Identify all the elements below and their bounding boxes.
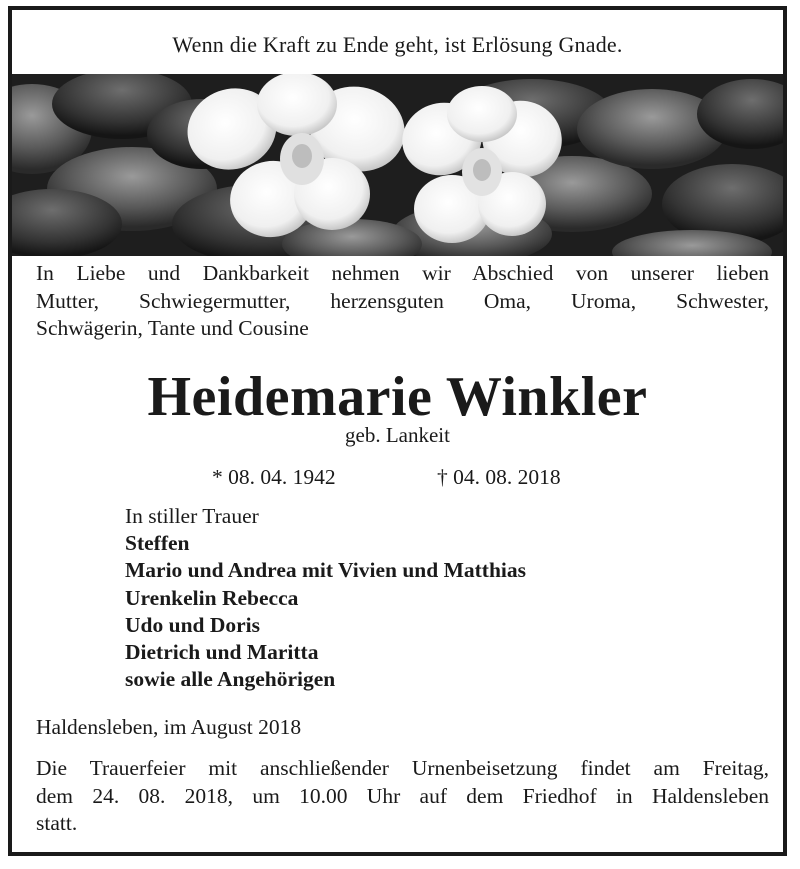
ceremony-info	[36, 755, 769, 838]
ceremony-line: dem 24. 08. 2018, um 10.00 Uhr auf dem Friedhof in Haldensleben	[36, 783, 769, 808]
mourners-list	[125, 503, 526, 693]
mourner-name: Urenkelin Rebecca	[125, 585, 299, 610]
intro-text	[36, 260, 769, 343]
orchid-photo	[12, 74, 783, 256]
ceremony-line: Die Trauerfeier mit anschließender Urnenbeisetzung findet am Freitag,	[36, 756, 769, 780]
deceased-name: Heidemarie Winkler	[147, 366, 648, 428]
mourner-name: sowie alle Angehörigen	[125, 667, 336, 692]
ceremony-line: statt.	[36, 811, 78, 835]
intro-line: Mutter, Schwiegermutter, herzensguten Oma, Uroma, Schwester,	[36, 288, 769, 313]
birth-date: * 08. 04. 1942	[212, 465, 336, 489]
orchid-on-stones-icon	[12, 74, 783, 256]
mourner-name: Mario und Andrea mit Vivien und Matthias	[125, 558, 526, 583]
mourners-lead: In stiller Trauer	[125, 504, 259, 528]
intro-line: In Liebe und Dankbarkeit nehmen wir Abschied von unserer lieben	[36, 261, 769, 285]
mourner-name: Udo und Doris	[125, 612, 261, 637]
obituary-notice	[8, 6, 787, 856]
motto: Wenn die Kraft zu Ende geht, ist Erlösung Gnade.	[172, 32, 623, 57]
mourner-name: Steffen	[125, 531, 190, 556]
place-date: Haldensleben, im August 2018	[36, 715, 302, 739]
intro-line: Schwägerin, Tante und Cousine	[36, 316, 309, 340]
birth-name: geb. Lankeit	[345, 423, 450, 447]
mourner-name: Dietrich und Maritta	[125, 640, 319, 665]
death-date: † 04. 08. 2018	[437, 465, 561, 489]
